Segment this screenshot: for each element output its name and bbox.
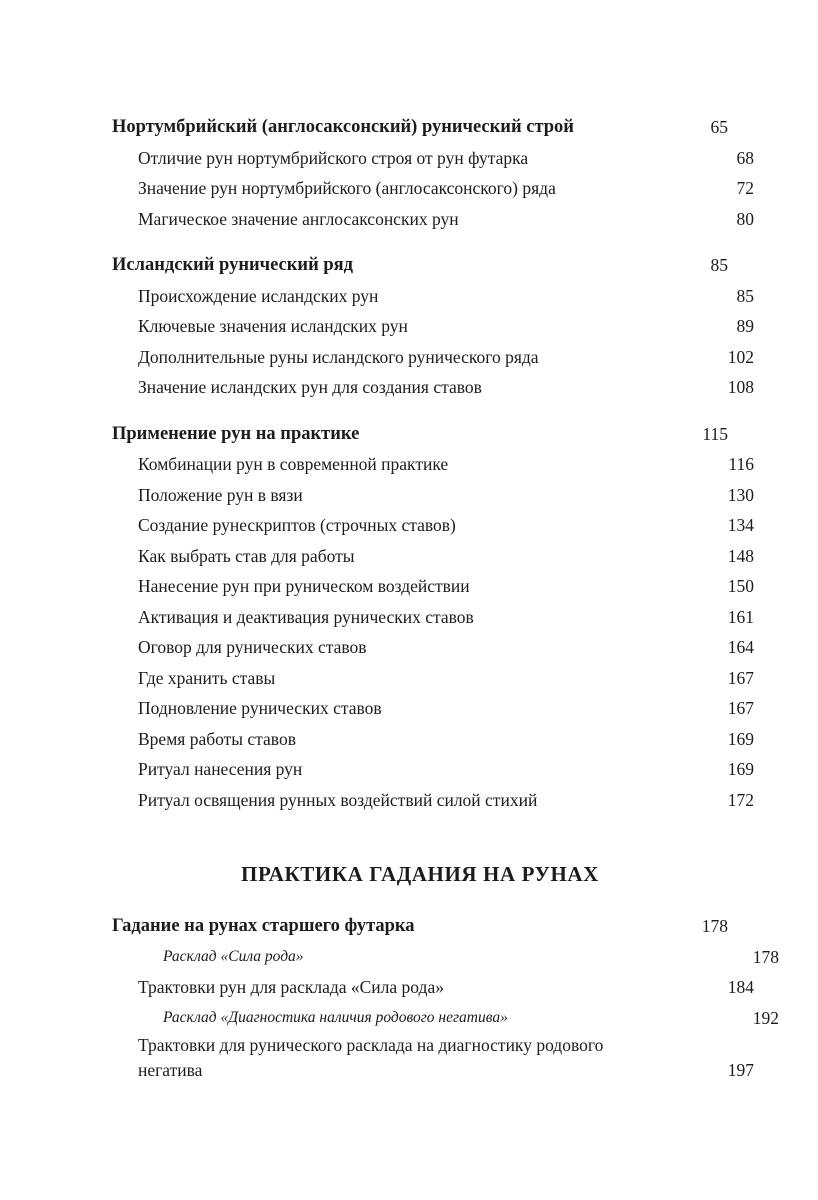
toc-page-number: 197 — [727, 1059, 754, 1080]
toc-section-heading[interactable] — [112, 112, 728, 143]
toc-sub-entry[interactable] — [138, 754, 754, 785]
toc-page-number: 134 — [727, 515, 754, 535]
toc-entry-title: Нортумбрийский (англосаксонский) рунический строй — [112, 117, 574, 137]
toc-entry-title: Где хранить ставы — [138, 667, 276, 688]
toc-entry-title: Время работы ставов — [138, 728, 296, 749]
toc-sub-entry[interactable] — [138, 693, 754, 724]
toc-page-number: 80 — [736, 208, 754, 229]
toc-page-number: 150 — [727, 576, 754, 596]
toc-sub-entry[interactable] — [138, 785, 754, 816]
toc-sub-entry[interactable] — [138, 602, 754, 633]
toc-sub-entry[interactable] — [138, 510, 754, 541]
toc-page-number: 164 — [727, 637, 754, 657]
toc-sub-entry[interactable] — [138, 281, 754, 312]
toc-page-number: 72 — [736, 178, 754, 198]
toc-spread-entry[interactable] — [163, 1003, 779, 1034]
toc-page-number: 167 — [727, 667, 754, 688]
toc-page-number: 161 — [727, 606, 754, 627]
toc-section-heading[interactable] — [112, 250, 728, 281]
toc-sub-entry[interactable] — [138, 480, 754, 511]
toc-entry-title: Трактовки рун для расклада «Сила рода» — [138, 977, 444, 997]
toc-spread-entry[interactable] — [163, 942, 779, 973]
toc-entry-title: Положение рун в вязи — [138, 484, 303, 505]
toc-sub-entry[interactable] — [138, 663, 754, 694]
toc-page-number: 178 — [701, 916, 728, 936]
toc-page-number: 169 — [727, 728, 754, 749]
toc-page-number: 68 — [736, 147, 754, 168]
toc-entry-title: Ритуал нанесения рун — [138, 759, 303, 779]
toc-group — [112, 419, 754, 816]
toc-page-number: 172 — [727, 789, 754, 810]
toc-entry-title: Как выбрать став для работы — [138, 545, 355, 566]
toc-sub-entry[interactable] — [138, 449, 754, 480]
toc-page-number: 184 — [727, 977, 754, 997]
toc-group — [112, 911, 779, 1082]
toc-entry-title: Происхождение исландских рун — [138, 285, 379, 306]
toc-entry-title: Отличие рун нортумбрийского строя от рун футарка — [138, 147, 529, 168]
toc-sub-entry[interactable] — [138, 571, 754, 602]
toc-page-number: 89 — [736, 316, 754, 336]
toc-entry-title: Исландский рунический ряд — [112, 255, 354, 275]
toc-group — [112, 112, 754, 234]
toc-page-number: 167 — [727, 698, 754, 718]
toc-section-heading[interactable] — [112, 911, 728, 942]
toc-page-number: 65 — [710, 117, 728, 137]
toc-entry-title: Ключевые значения исландских рун — [138, 316, 408, 336]
toc-sub-entry[interactable] — [138, 342, 754, 373]
toc-part-title: ПРАКТИКА ГАДАНИЯ НА РУНАХ — [241, 862, 599, 886]
toc-entry-title: Нанесение рун при руническом воздействии — [138, 576, 470, 596]
toc-page-number: 102 — [727, 346, 754, 367]
toc-entry-title: Подновление рунических ставов — [138, 698, 382, 718]
toc-sub-entry[interactable] — [138, 972, 754, 1003]
table-of-contents — [112, 112, 779, 1082]
toc-group — [112, 250, 754, 403]
toc-entry-title: Трактовки для рунического расклада на диагностику родового негатива — [138, 1035, 604, 1080]
toc-sub-entry[interactable] — [138, 204, 754, 235]
toc-entry-title: Создание рунескриптов (строчных ставов) — [138, 515, 456, 535]
toc-entry-title: Применение рун на практике — [112, 423, 360, 444]
toc-page-number: 192 — [752, 1007, 779, 1028]
toc-entry-title: Гадание на рунах старшего футарка — [112, 916, 415, 936]
toc-page-number: 85 — [710, 255, 728, 275]
toc-page-number: 178 — [752, 946, 779, 967]
toc-sub-entry[interactable] — [138, 632, 754, 663]
toc-entry-title: Расклад «Сила рода» — [163, 947, 304, 965]
toc-sub-entry[interactable] — [138, 541, 754, 572]
toc-sub-entry[interactable] — [138, 173, 754, 204]
toc-sub-entry[interactable] — [138, 311, 754, 342]
toc-entry-title: Значение исландских рун для создания ставов — [138, 377, 482, 397]
toc-entry-title: Активация и деактивация рунических ставов — [138, 606, 474, 627]
toc-page-number: 130 — [727, 484, 754, 505]
toc-sub-entry[interactable] — [138, 143, 754, 174]
toc-entry-title: Ритуал освящения рунных воздействий силой стихий — [138, 789, 538, 810]
toc-page-number: 85 — [736, 285, 754, 306]
toc-entry-title: Расклад «Диагностика наличия родового негатива» — [163, 1008, 508, 1026]
toc-page-number: 148 — [727, 545, 754, 566]
toc-entry-title: Дополнительные руны исландского рунического ряда — [138, 346, 539, 367]
toc-entry-title: Магическое значение англосаксонских рун — [138, 208, 459, 229]
toc-page-number: 116 — [728, 454, 754, 474]
toc-page-number: 108 — [727, 377, 754, 397]
toc-sub-entry[interactable] — [138, 1033, 754, 1082]
toc-page-number: 115 — [702, 423, 728, 444]
toc-sub-entry[interactable] — [138, 372, 754, 403]
toc-section-heading[interactable] — [112, 419, 728, 450]
toc-entry-title: Значение рун нортумбрийского (англосаксонского) ряда — [138, 178, 556, 198]
toc-entry-title: Оговор для рунических ставов — [138, 637, 367, 657]
toc-sub-entry[interactable] — [138, 724, 754, 755]
toc-entry-title: Комбинации рун в современной практике — [138, 454, 449, 474]
toc-page-number: 169 — [727, 759, 754, 779]
